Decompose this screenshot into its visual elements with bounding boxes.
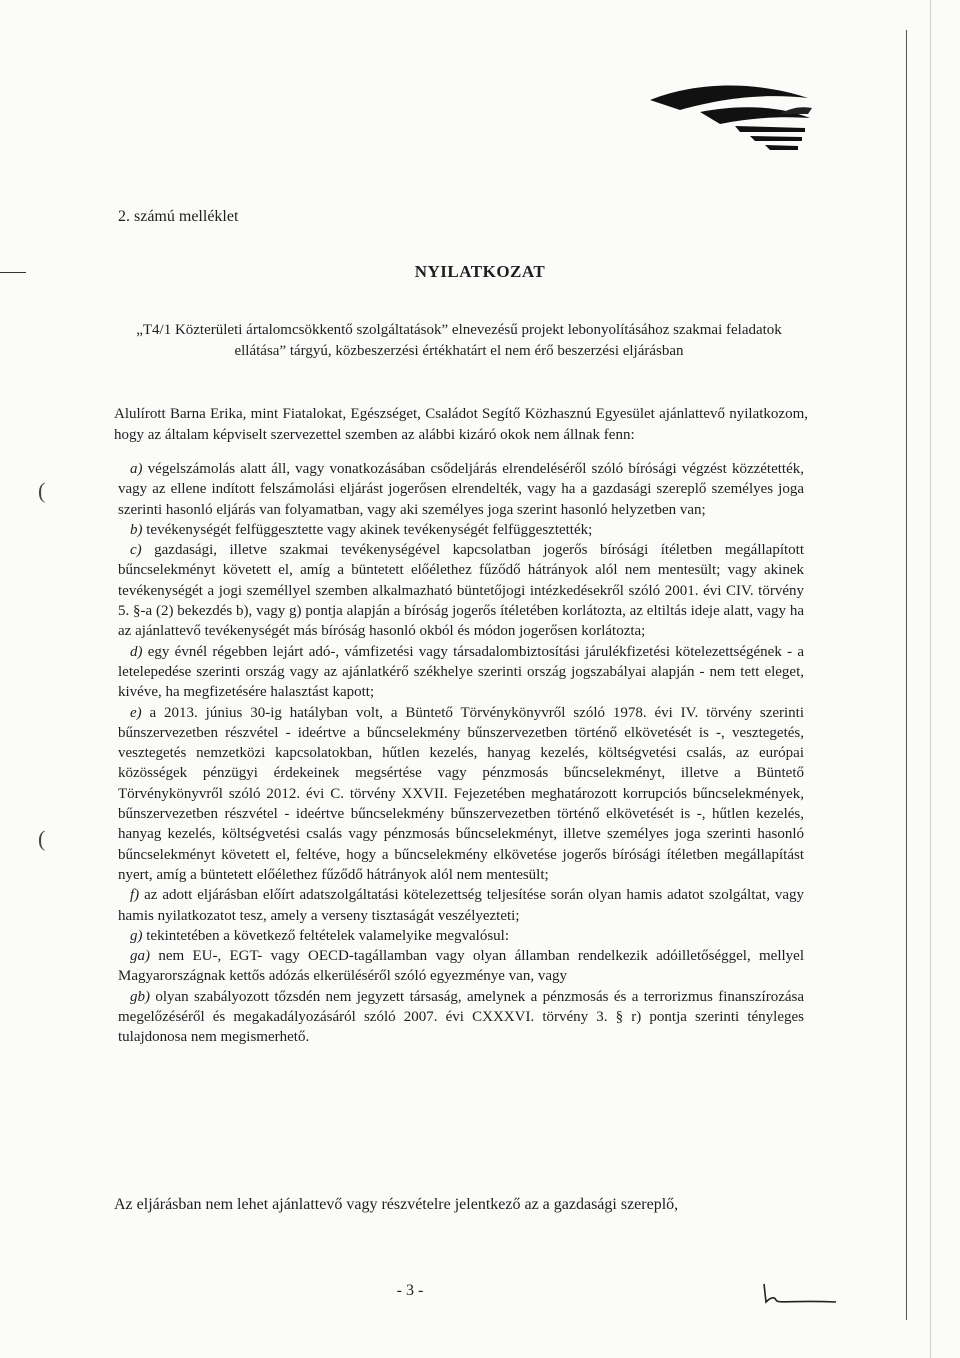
clause-item	[118, 703, 804, 886]
document-title: NYILATKOZAT	[414, 262, 546, 281]
closing-sentence: Az eljárásban nem lehet ajánlattevő vagy részvételre jelentkező az a gazdasági szereplő,	[114, 1196, 679, 1213]
clause-label: c)	[130, 542, 142, 559]
document-subject: „T4/1 Közterületi ártalomcsökkentő szolgáltatások” elnevezésű projekt lebonyolításához szakmai feladatok ellátása” tárgyú, közbeszerzési értékhatárt el nem érő beszerzési eljárásban	[136, 322, 782, 359]
exclusion-clauses	[118, 459, 804, 1048]
declaration-intro: Alulírott Barna Erika, mint Fiatalokat, Egészséget, Családot Segítő Közhasznú Egyesület ajánlattevő nyilatkozom, hogy az általam képviselt szervezettel szemben az alábbi kizáró okok nem állnak fenn:	[114, 406, 808, 443]
clause-item	[118, 987, 804, 1048]
clause-label: f)	[130, 887, 140, 904]
clause-text: végelszámolás alatt áll, vagy vonatkozásában csődeljárás elrendeléséről szóló bírósági végzést közzétették, vagy az ellene indított felszámolási eljárást jogerősen elrendelték, vagy ha a gazdasági szereplő személyes joga szerinti hasonló eljárás van folyamatban, vagy aki személyes joga szerint hasonló helyzetben van;	[118, 461, 805, 518]
scan-edge-line	[906, 30, 907, 1320]
clause-text: a 2013. június 30-ig hatályban volt, a Büntető Törvénykönyvről szóló 1978. évi IV. törvény szerinti bűnszervezetben részvétel - ideértve a bűncselekmény bűnszervezetben történő elkövetését is -, vesztegetés, vesztegetés nemzetközi kapcsolatokban, hűtlen kezelés, hanyag kezelés, költségvetési csalás, az európai közösségek pénzügyi érdekeinek megsértése vagy pénzmosás bűncselekményt, illetve a Büntető Törvénykönyvről szóló 2012. évi C. törvény XXVII. Fejezetében meghatározott korrupciós bűncselekmények, bűnszervezetben részvétel - ideértve bűncselekmény bűnszervezetben történő elkövetését is -, hűtlen kezelés, hanyag kezelés, költségvetési csalás vagy pénzmosás bűncselekményt, illetve személyes joga szerinti hasonló bűncselekményt követett el, feltéve, hogy a bűncselekmény elkövetése jogerős bírósági ítéletben megállapítást nyert, amíg a büntetett előélethez fűződő hátrányok alól nem mentesült;	[118, 704, 805, 883]
clause-text: olyan szabályozott tőzsdén nem jegyzett társaság, amelynek a pénzmosás és a terrorizmus finanszírozása megelőzéséről és megakadályozásáról szóló 2007. évi CXXXVI. törvény 3. § r) pontja szerinti tényleges tulajdonosa nem megismerhető.	[118, 988, 804, 1046]
clause-label: a)	[130, 461, 143, 477]
clause-item	[118, 926, 804, 946]
scan-margin-mark: (	[38, 826, 46, 851]
clause-label: d)	[130, 643, 143, 660]
clause-item	[118, 946, 804, 987]
clause-label: b)	[130, 521, 143, 538]
clause-label: gb)	[130, 988, 150, 1005]
clause-item	[118, 885, 804, 926]
annex-label: 2. számú melléklet	[118, 208, 239, 225]
initials-signature-icon	[760, 1278, 840, 1308]
clause-text: az adott eljárásban előírt adatszolgáltatási kötelezettség teljesítése során olyan hamis adatot szolgáltat, vagy hamis nyilatkozatot tesz, amely a verseny tisztaságát veszélyezteti;	[118, 887, 805, 924]
clause-item	[118, 459, 804, 520]
clause-text: tekintetében a következő feltételek valamelyike megvalósul:	[146, 927, 510, 944]
scan-margin-mark: (	[38, 478, 46, 503]
clause-item	[118, 540, 804, 641]
clause-label: e)	[130, 704, 142, 721]
clause-text: gazdasági, illetve szakmai tevékenységével kapcsolatban jogerős bírósági ítéletben megállapított bűncselekményt követett el, amíg a büntetett előélethez fűződő hátrányok alól nem mentesült; vagy akinek tevékenységét a jogi személlyel szemben alkalmazható büntetőjogi intézkedésekről szóló 2001. évi CIV. törvény 5. §-a (2) bekezdés b), vagy g) pontja alapján a bíróság jogerős ítéletében korlátozta, az eltiltás ideje alatt, vagy ha az ajánlattevő tevékenységét más bíróság hasonló okból és módon jogerősen korlátozta;	[118, 542, 805, 640]
clause-text: nem EU-, EGT- vagy OECD-tagállamban vagy olyan államban rendelkezik adóilletőséggel, mellyel Magyarországnak kettős adózás elkerüléséről szóló egyezménye van, vagy	[118, 948, 804, 985]
clause-text: egy évnél régebben lejárt adó-, vámfizetési vagy társadalombiztosítási járulékfizetési kötelezettségének - a letelepedése szerinti ország vagy az ajánlatkérő székhelye szerinti ország jogszabályai alapján - nem tett eleget, kivéve, ha megfizetésére halasztást kapott;	[118, 643, 804, 701]
clause-label: g)	[130, 927, 143, 944]
organization-logo-icon	[640, 70, 820, 160]
clause-item	[118, 642, 804, 703]
scan-edge-line-outer	[930, 0, 931, 1358]
clause-text: tevékenységét felfüggesztette vagy akinek tevékenységét felfüggesztették;	[146, 521, 593, 538]
clause-item	[118, 520, 804, 540]
page-number: - 3 -	[396, 1282, 424, 1299]
clause-label: ga)	[130, 948, 150, 965]
